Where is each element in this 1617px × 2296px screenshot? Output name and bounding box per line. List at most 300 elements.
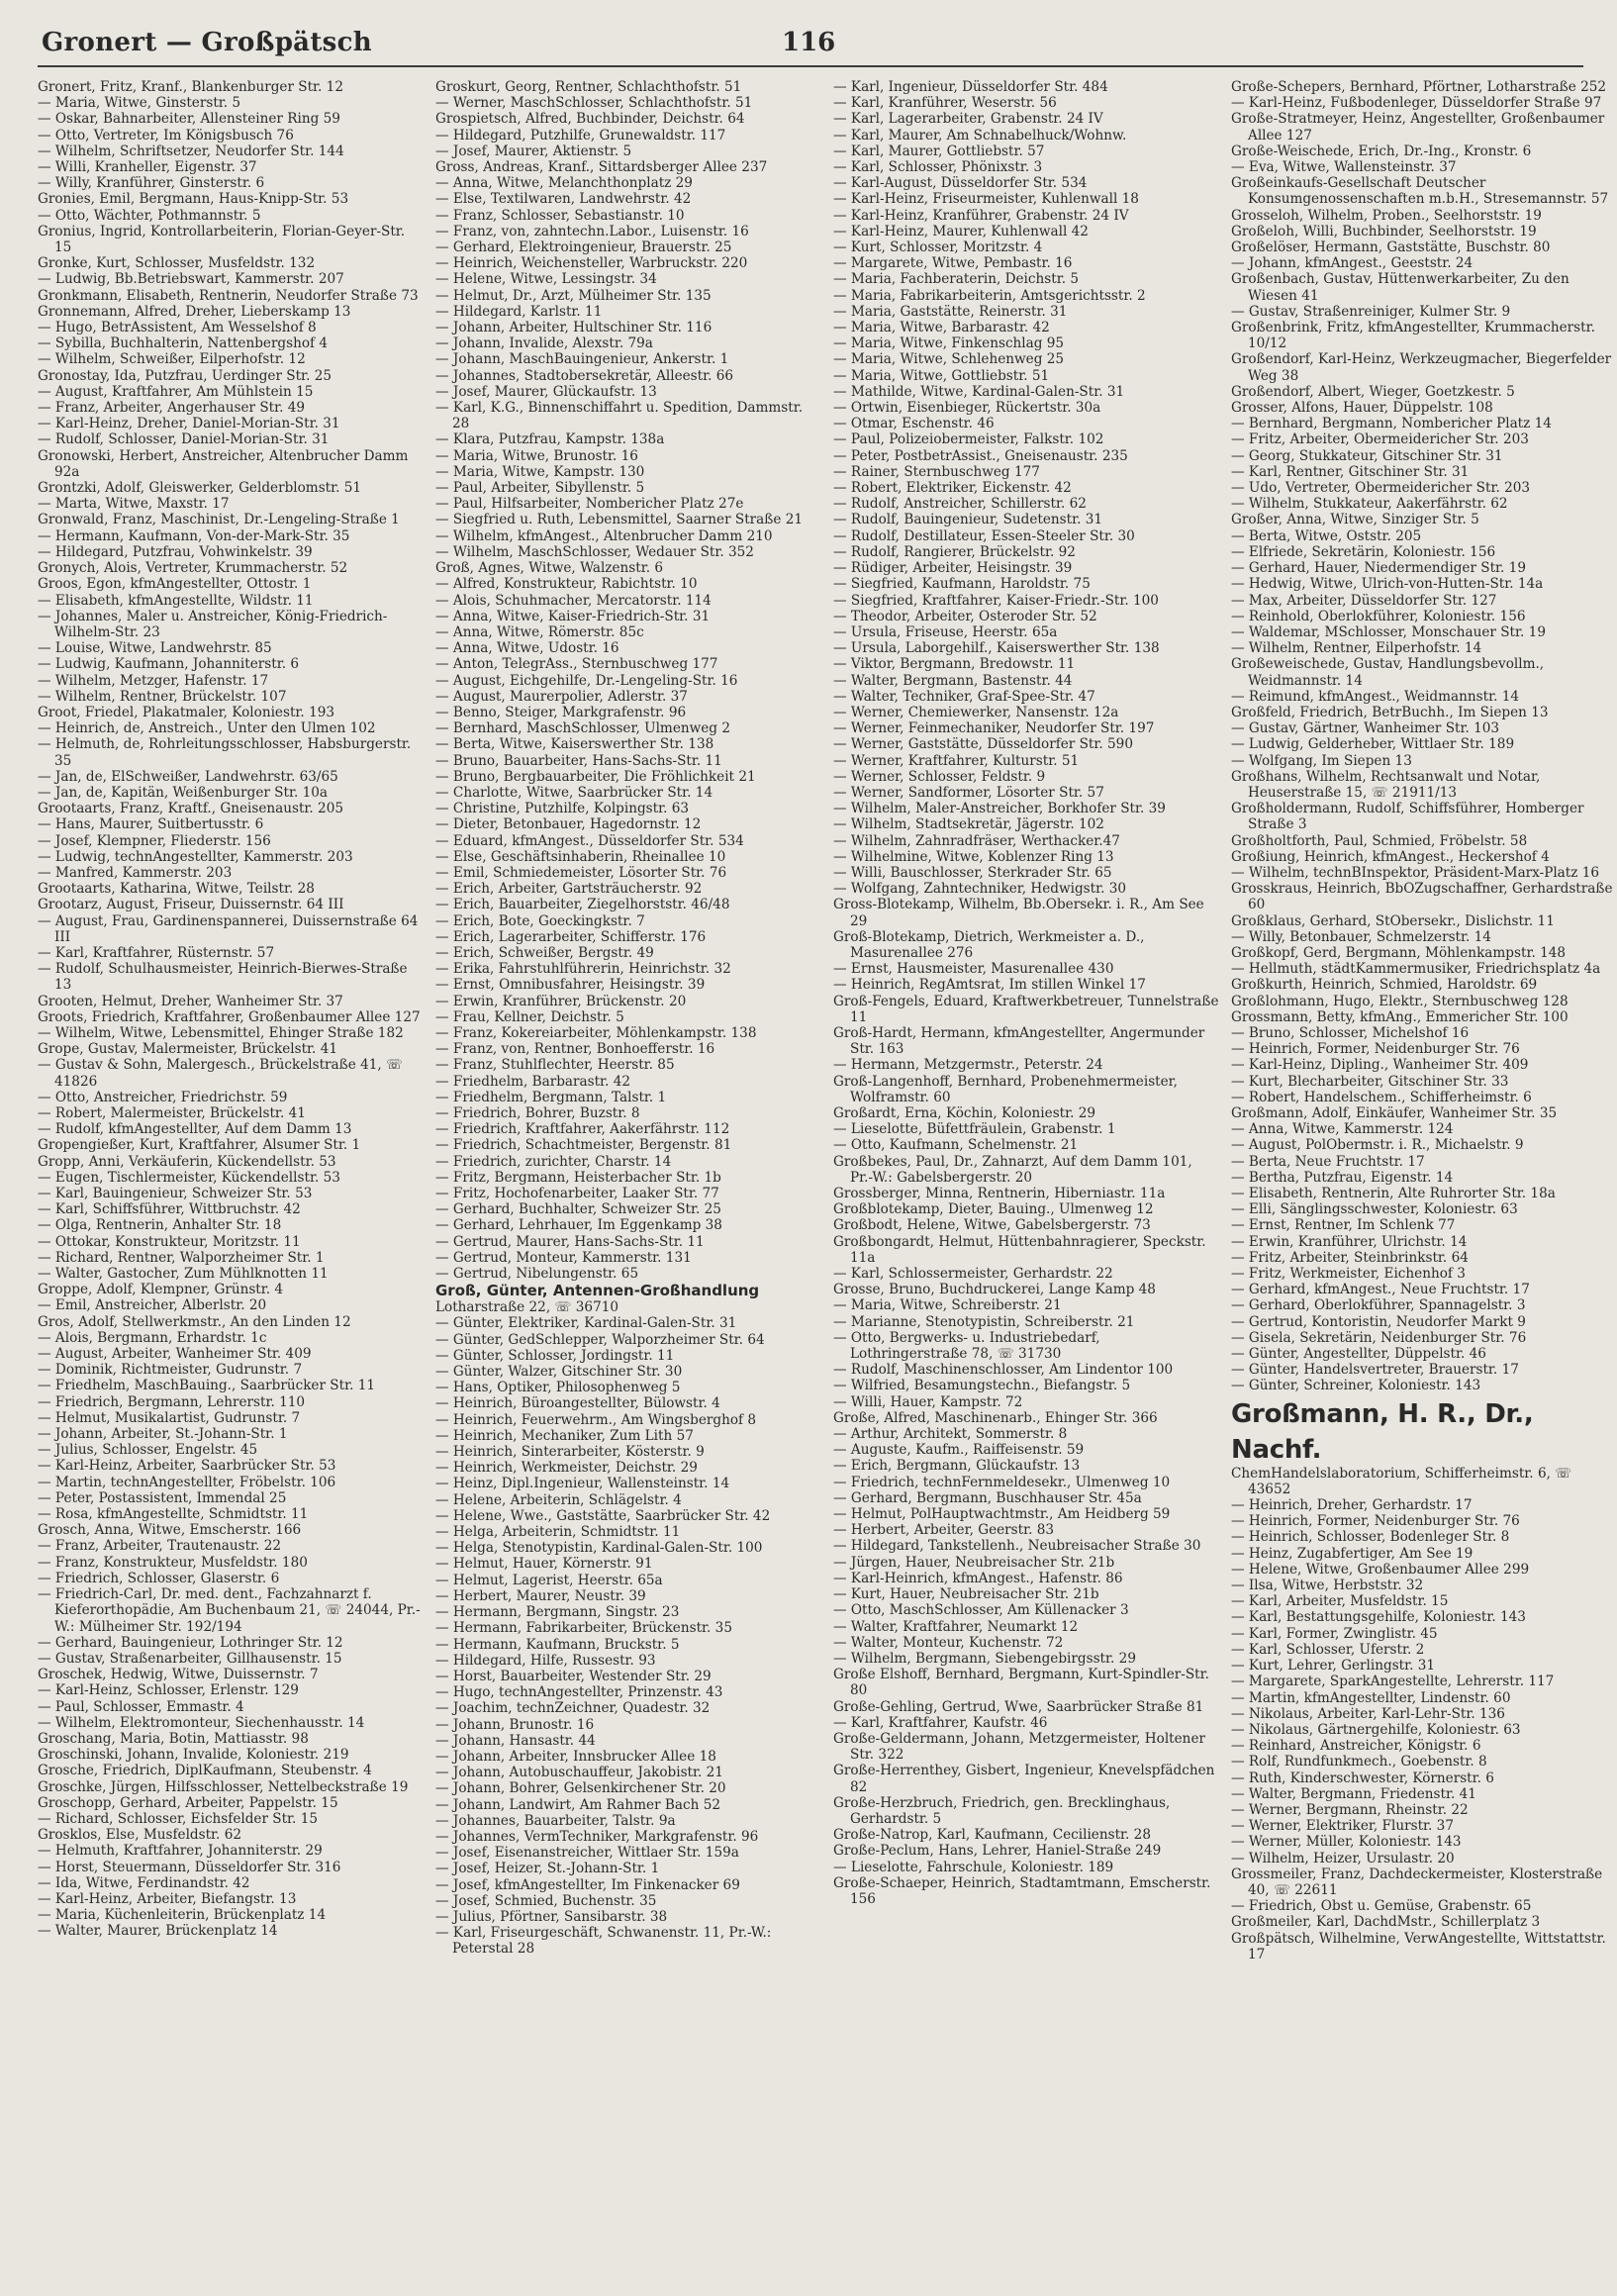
directory-entry: — Bruno, Bauarbeiter, Hans-Sachs-Str. 11 (435, 752, 722, 769)
directory-entry: — Paul, Hilfsarbeiter, Nombericher Platz 27e (435, 496, 744, 513)
directory-entry: — Ilsa, Witwe, Herbststr. 32 (1231, 1578, 1424, 1594)
directory-entry: — Helmut, Musikalartist, Gudrunstr. 7 (38, 1409, 301, 1426)
directory-entry: — Friedhelm, MaschBauing., Saarbrücker Str. 11 (38, 1378, 376, 1394)
directory-entry: — Helmut, Hauer, Körnerstr. 91 (435, 1556, 653, 1573)
directory-entry: — Margarete, Witwe, Pembastr. 16 (833, 255, 1073, 272)
directory-entry: — Heinz, Dipl.Ingenieur, Wallensteinstr. 14 (435, 1476, 730, 1492)
directory-entry: — Werner, Schlosser, Feldstr. 9 (833, 768, 1046, 785)
directory-entry: — Johann, Landwirt, Am Rahmer Bach 52 (435, 1796, 721, 1813)
directory-entry: Groß-Fengels, Eduard, Kraftwerkbetreuer, Tunnelstraße 11 (833, 993, 1219, 1025)
directory-entry: Groß-Blotekamp, Dietrich, Werkmeister a. D., Masurenallee 276 (833, 928, 1145, 961)
directory-entry: Großbongardt, Helmut, Hüttenbahnragierer, Speckstr. 11a (833, 1233, 1206, 1266)
directory-entry: — Lieselotte, Fahrschule, Koloniestr. 189 (833, 1859, 1114, 1875)
directory-entry: Große-Peclum, Hans, Lehrer, Haniel-Straße 249 (833, 1843, 1162, 1860)
directory-entry: Gronych, Alois, Vertreter, Krummacherstr. 52 (38, 560, 348, 577)
directory-entry: — Heinrich, Schlosser, Bodenleger Str. 8 (1231, 1529, 1510, 1546)
directory-entry: — Hildegard, Putzhilfe, Grunewaldstr. 117 (435, 127, 726, 144)
directory-entry: — Johann, Hansastr. 44 (435, 1732, 596, 1749)
directory-entry: — Berta, Neue Fruchtstr. 17 (1231, 1153, 1425, 1170)
directory-entry: — Sybilla, Buchhalterin, Nattenbergshof 4 (38, 335, 329, 352)
directory-entry: — Franz, Stuhlflechter, Heerstr. 85 (435, 1057, 675, 1074)
directory-entry: — Peter, Postassistent, Immendal 25 (38, 1489, 287, 1506)
directory-entry: — Johann, Brunostr. 16 (435, 1716, 595, 1733)
directory-entry: Grootaarts, Franz, Kraftf., Gneisenaustr. 205 (38, 801, 344, 817)
directory-entry: — Anton, TelegrAss., Sternbuschweg 177 (435, 656, 718, 673)
page-number: 116 (782, 28, 836, 57)
directory-entry: — Wilhelm, Maler-Anstreicher, Borkhofer Str. 39 (833, 801, 1166, 817)
directory-entry: — Gertrud, Maurer, Hans-Sachs-Str. 11 (435, 1233, 705, 1250)
directory-entry: — Gerhard, Bergmann, Buschhauser Str. 45a (833, 1489, 1142, 1506)
directory-entry: — Karl, K.G., Binnenschiffahrt u. Spedition, Dammstr. 28 (435, 400, 804, 432)
column-3 (833, 79, 1219, 1962)
directory-entry: — Else, Textilwaren, Landwehrstr. 42 (435, 191, 692, 208)
directory-entry: Gronostay, Ida, Putzfrau, Uerdinger Str. 25 (38, 367, 333, 384)
directory-entry: — Wilhelm, Bergmann, Siebengebirgsstr. 29 (833, 1650, 1136, 1667)
directory-entry: — Wilfried, Besamungstechn., Biefangstr. 5 (833, 1378, 1131, 1394)
directory-entry: — Robert, Elektriker, Eickenstr. 42 (833, 480, 1072, 497)
directory-entry: — Wilhelm, Metzger, Hafenstr. 17 (38, 672, 269, 689)
directory-entry: — Heinrich, Dreher, Gerhardstr. 17 (1231, 1497, 1473, 1514)
directory-entry: — Jan, de, Kapitän, Weißenburger Str. 10a (38, 784, 329, 801)
directory-entry: — Friedhelm, Barbarastr. 42 (435, 1073, 631, 1090)
directory-entry: — August, PolObermstr. i. R., Michaelstr. 9 (1231, 1137, 1524, 1154)
directory-entry: — Helene, Witwe, Großenbaumer Allee 299 (1231, 1561, 1530, 1578)
directory-entry: — Paul, Polizeiobermeister, Falkstr. 102 (833, 431, 1104, 448)
directory-entry: Großkurth, Heinrich, Schmied, Haroldstr. 69 (1231, 977, 1538, 994)
directory-entry: — Viktor, Bergmann, Bredowstr. 11 (833, 656, 1076, 673)
directory-entry: — Hildegard, Karlstr. 11 (435, 303, 603, 320)
directory-entry: — Helmuth, Kraftfahrer, Johanniterstr. 29 (38, 1843, 323, 1860)
directory-entry: — Siegfried, Kraftfahrer, Kaiser-Friedr.-Str. 100 (833, 592, 1159, 609)
directory-entry: — Rudolf, Schulhausmeister, Heinrich-Bierwes-Straße 13 (38, 961, 408, 994)
directory-entry: Großholdermann, Rudolf, Schiffsführer, Homberger Straße 3 (1231, 801, 1584, 833)
directory-entry: Groschke, Jürgen, Hilfsschlosser, Nettelbeckstraße 19 (38, 1778, 409, 1795)
directory-entry: Grooten, Helmut, Dreher, Wanheimer Str. 37 (38, 993, 343, 1009)
directory-entry: — Hans, Maurer, Suitbertusstr. 6 (38, 816, 264, 833)
directory-entry: Große-Natrop, Karl, Kaufmann, Cecilienstr. 28 (833, 1827, 1151, 1844)
directory-entry: — Friedrich, Schachtmeister, Bergenstr. 81 (435, 1137, 732, 1154)
directory-entry: Große Elshoff, Bernhard, Bergmann, Kurt-Spindler-Str. 80 (833, 1667, 1209, 1699)
directory-entry: — Werner, MaschSchlosser, Schlachthofstr. 51 (435, 95, 753, 112)
directory-entry: — Rudolf, Anstreicher, Schillerstr. 62 (833, 496, 1087, 513)
directory-entry: Großeinkaufs-Gesellschaft Deutscher Konsumgenossenschaften m.b.H., Stresemannstr. 57 (1231, 175, 1609, 208)
directory-entry: — Willi, Hauer, Kampstr. 72 (833, 1393, 1023, 1410)
directory-entry: Groschek, Hedwig, Witwe, Duissernstr. 7 (38, 1667, 319, 1683)
directory-entry: Großardt, Erna, Köchin, Koloniestr. 29 (833, 1105, 1096, 1121)
page-header (38, 26, 1583, 67)
directory-entry: — Walter, Monteur, Kuchenstr. 72 (833, 1634, 1064, 1651)
directory-entry: — Wolfgang, Zahntechniker, Hedwigstr. 30 (833, 881, 1127, 898)
directory-entry: — Hermann, Fabrikarbeiter, Brückenstr. 35 (435, 1620, 732, 1637)
directory-entry: — Karl-Heinz, Arbeiter, Biefangstr. 13 (38, 1890, 297, 1907)
directory-entry: Großeloh, Willi, Buchbinder, Seelhorststr. 19 (1231, 223, 1537, 239)
directory-entry: — Nikolaus, Arbeiter, Karl-Lehr-Str. 136 (1231, 1705, 1505, 1722)
directory-entry: — Johannes, Stadtobersekretär, Alleestr. 66 (435, 367, 734, 384)
directory-entry: — Wilhelm, MaschSchlosser, Wedauer Str. 352 (435, 543, 754, 560)
directory-entry: — Walter, Gastocher, Zum Mühlknotten 11 (38, 1266, 329, 1283)
directory-entry: — Rudolf, Schlosser, Daniel-Morian-Str. 31 (38, 431, 330, 448)
directory-entry: — Johann, Arbeiter, Innsbrucker Allee 18 (435, 1748, 716, 1765)
directory-entry: — Günter, Schreiner, Koloniestr. 143 (1231, 1378, 1481, 1394)
directory-entry: — Werner, Chemiewerker, Nansenstr. 12a (833, 704, 1119, 720)
column-2 (435, 79, 821, 1962)
directory-entry: — Walter, Bergmann, Bastenstr. 44 (833, 672, 1073, 689)
directory-entry: — Werner, Kraftfahrer, Kulturstr. 51 (833, 752, 1080, 769)
directory-entry: — Reinhold, Oberlokführer, Koloniestr. 156 (1231, 608, 1526, 624)
directory-entry: — Heinz, Zugabfertiger, Am See 19 (1231, 1545, 1474, 1562)
directory-entry: — Hildegard, Putzfrau, Vohwinkelstr. 39 (38, 543, 313, 560)
directory-entry: — Louise, Witwe, Landwehrstr. 85 (38, 640, 272, 657)
directory-entry: — Wilhelm, Schweißer, Eilperhofstr. 12 (38, 351, 306, 368)
directory-entry: — Karl-Heinz, Dreher, Daniel-Morian-Str. 31 (38, 416, 340, 432)
directory-entry: — Hedwig, Witwe, Ulrich-von-Hutten-Str. 14a (1231, 576, 1544, 593)
directory-entry: — Oskar, Bahnarbeiter, Allensteiner Ring 59 (38, 111, 340, 128)
directory-entry: — Erich, Arbeiter, Gartsträucherstr. 92 (435, 881, 703, 898)
directory-entry: — Ida, Witwe, Ferdinandstr. 42 (38, 1874, 250, 1891)
directory-entry: — Ernst, Hausmeister, Masurenallee 430 (833, 961, 1114, 978)
directory-entry: Gronowski, Herbert, Anstreicher, Altenbrucher Damm 92a (38, 447, 409, 480)
directory-entry: — Wilhelm, Rentner, Brückelstr. 107 (38, 688, 287, 705)
directory-entry: Großiung, Heinrich, kfmAngest., Heckershof 4 (1231, 848, 1550, 865)
directory-entry: — Elli, Sänglingsschwester, Koloniestr. 63 (1231, 1201, 1518, 1218)
directory-entry: Groppe, Adolf, Klempner, Grünstr. 4 (38, 1282, 284, 1298)
directory-entry: — Ludwig, Bb.Betriebswart, Kammerstr. 207 (38, 271, 344, 288)
directory-entry: — Otto, MaschSchlosser, Am Küllenacker 3 (833, 1602, 1129, 1619)
directory-entry: Lotharstraße 22, ☏ 36710 (435, 1299, 619, 1316)
directory-entry: — Karl-Heinz, Schlosser, Erlenstr. 129 (38, 1682, 299, 1699)
directory-entry: — Herbert, Maurer, Neustr. 39 (435, 1587, 646, 1604)
directory-entry: — Karl-Heinz, Dipling., Wanheimer Str. 409 (1231, 1057, 1529, 1074)
directory-entry: — Emil, Schmiedemeister, Lösorter Str. 76 (435, 864, 727, 881)
directory-entry: — Hans, Optiker, Philosophenweg 5 (435, 1380, 681, 1396)
directory-entry: — Gerhard, Bauingenieur, Lothringer Str. 12 (38, 1634, 343, 1651)
directory-entry: — Max, Arbeiter, Düsseldorfer Str. 127 (1231, 592, 1497, 609)
directory-entry: — Karl, Schiffsführer, Wittbruchstr. 42 (38, 1201, 301, 1218)
directory-entry: — Karl, Maurer, Am Schnabelhuck/Wohnw. (833, 127, 1127, 144)
directory-entry: Gronius, Ingrid, Kontrollarbeiterin, Florian-Geyer-Str. 15 (38, 223, 406, 256)
directory-entry: — Erich, Lagerarbeiter, Schifferstr. 176 (435, 928, 707, 945)
directory-entry: — Rosa, kfmAngestellte, Schmidtstr. 11 (38, 1506, 309, 1523)
directory-entry: — Marta, Witwe, Maxstr. 17 (38, 496, 230, 513)
directory-entry: — Werner, Bergmann, Rheinstr. 22 (1231, 1801, 1469, 1818)
directory-entry: — Bertha, Putzfrau, Eigenstr. 14 (1231, 1169, 1454, 1186)
directory-entry: — Maria, Witwe, Gottliebstr. 51 (833, 367, 1050, 384)
firm-advert-heading: Nachf. (1231, 1434, 1322, 1465)
directory-entry: — Karl, Bestattungsgehilfe, Koloniestr. 143 (1231, 1609, 1526, 1626)
directory-entry: — Gerhard, Oberlokführer, Spannagelstr. 3 (1231, 1297, 1526, 1314)
directory-entry: — Otto, Vertreter, Im Königsbusch 76 (38, 127, 294, 144)
directory-entry: — Eugen, Tischlermeister, Kückendellstr. 53 (38, 1169, 340, 1186)
directory-entry: — Theodor, Arbeiter, Osteroder Str. 52 (833, 608, 1097, 624)
directory-entry: Grosche, Friedrich, DiplKaufmann, Steubenstr. 4 (38, 1763, 372, 1779)
directory-entry: — Auguste, Kaufm., Raiffeisenstr. 59 (833, 1442, 1085, 1459)
directory-entry: ChemHandelslaboratorium, Schifferheimstr. 6, ☏ 43652 (1231, 1465, 1572, 1497)
directory-entry: — Willi, Bauschlosser, Sterkrader Str. 65 (833, 864, 1112, 881)
directory-entry: Groschopp, Gerhard, Arbeiter, Pappelstr. 15 (38, 1794, 338, 1811)
directory-entry: — Wilhelm, Witwe, Lebensmittel, Ehinger Straße 182 (38, 1024, 404, 1041)
directory-entry: — Werner, Müller, Koloniestr. 143 (1231, 1834, 1462, 1851)
directory-entry: — Gerhard, Lehrhauer, Im Eggenkamp 38 (435, 1217, 722, 1234)
directory-entry: — Karl, Schlossermeister, Gerhardstr. 22 (833, 1266, 1113, 1283)
directory-entry: Grosseloh, Wilhelm, Proben., Seelhorststr. 19 (1231, 207, 1542, 224)
directory-entry: — Helene, Witwe, Lessingstr. 34 (435, 271, 657, 288)
directory-entry: — Karl-Heinz, Arbeiter, Saarbrücker Str. 53 (38, 1458, 336, 1475)
directory-entry: Großmann, Adolf, Einkäufer, Wanheimer Str. 35 (1231, 1105, 1558, 1121)
directory-entry: — Helmuth, de, Rohrleitungsschlosser, Habsburgerstr. 35 (38, 736, 412, 769)
directory-entry: — Hellmuth, städtKammermusiker, Friedrichsplatz 4a (1231, 961, 1601, 978)
directory-entry: Großbodt, Helene, Witwe, Gabelsbergerstr. 73 (833, 1217, 1151, 1234)
directory-entry: — Else, Geschäftsinhaberin, Rheinallee 10 (435, 848, 726, 865)
directory-entry: Gronwald, Franz, Maschinist, Dr.-Lengeling-Straße 1 (38, 512, 400, 528)
directory-entry: — Maria, Küchenleiterin, Brückenplatz 14 (38, 1907, 327, 1924)
directory-entry: — Hermann, Kaufmann, Von-der-Mark-Str. 35 (38, 527, 350, 544)
directory-entry: — Bruno, Schlosser, Michelshof 16 (1231, 1024, 1470, 1041)
directory-entry: Groskurt, Georg, Rentner, Schlachthofstr. 51 (435, 79, 742, 95)
directory-entry: — Ludwig, Gelderheber, Wittlaer Str. 189 (1231, 736, 1515, 753)
directory-entry: — Gerhard, kfmAngest., Neue Fruchtstr. 17 (1231, 1282, 1530, 1298)
directory-entry: — Wilhelm, Schriftsetzer, Neudorfer Str. 144 (38, 143, 344, 159)
directory-entry: Grosklos, Else, Musfeldstr. 62 (38, 1827, 241, 1844)
firm-heading: Groß, Günter, Antennen-Großhandlung (435, 1282, 760, 1300)
directory-entry: — Helmut, PolHauptwachtmstr., Am Heidberg 59 (833, 1506, 1171, 1523)
directory-entry: — Paul, Arbeiter, Sibyllenstr. 5 (435, 480, 645, 497)
directory-entry: — Josef, kfmAngestellter, Im Finkenacker 69 (435, 1876, 740, 1893)
directory-entry: — Gisela, Sekretärin, Neidenburger Str. 76 (1231, 1329, 1527, 1346)
directory-entry: — Martin, kfmAngestellter, Lindenstr. 60 (1231, 1689, 1511, 1706)
directory-entry: — Eduard, kfmAngest., Düsseldorfer Str. 534 (435, 832, 744, 849)
directory-entry: Großenbrink, Fritz, kfmAngestellter, Krummacherstr. 10/12 (1231, 320, 1595, 352)
directory-entry: — Friedhelm, Bergmann, Talstr. 1 (435, 1089, 667, 1105)
directory-entry: — Julius, Schlosser, Engelstr. 45 (38, 1442, 258, 1459)
directory-entry: — Heinrich, Former, Neidenburger Str. 76 (1231, 1513, 1520, 1530)
directory-entry: — Anna, Witwe, Kaiser-Friedrich-Str. 31 (435, 608, 711, 624)
directory-entry: — Otto, Kaufmann, Schelmenstr. 21 (833, 1137, 1079, 1154)
directory-entry: Grootarz, August, Friseur, Duissernstr. 64 III (38, 897, 344, 913)
directory-entry: — Alfred, Konstrukteur, Rabichtstr. 10 (435, 576, 698, 593)
directory-entry: — Maria, Witwe, Schlehenweg 25 (833, 351, 1065, 368)
directory-entry: — Wilhelm, technBInspektor, Präsident-Marx-Platz 16 (1231, 864, 1600, 881)
directory-entry: Gronert, Fritz, Kranf., Blankenburger Str. 12 (38, 79, 343, 95)
directory-entry: — Erwin, Kranführer, Ulrichstr. 14 (1231, 1233, 1468, 1250)
directory-entry: Grosch, Anna, Witwe, Emscherstr. 166 (38, 1522, 302, 1539)
directory-entry: — Johann, Arbeiter, St.-Johann-Str. 1 (38, 1426, 288, 1443)
directory-entry: — Erika, Fahrstuhlführerin, Heinrichstr. 32 (435, 961, 731, 978)
directory-entry: — Marianne, Stenotypistin, Schreiberstr. 21 (833, 1313, 1135, 1330)
directory-entry: — Karl-Heinz, Friseurmeister, Kuhlenwall 18 (833, 191, 1139, 208)
directory-entry: — Karl, Kraftfahrer, Kaufstr. 46 (833, 1714, 1048, 1731)
directory-entry: — Franz, von, zahntechn.Labor., Luisenstr. 16 (435, 223, 749, 239)
directory-entry: — Maria, Witwe, Kampstr. 130 (435, 463, 645, 480)
directory-entry: — Robert, Malermeister, Brückelstr. 41 (38, 1105, 306, 1121)
directory-entry: — Otto, Bergwerks- u. Industriebedarf, Lothringerstraße 78, ☏ 31730 (833, 1329, 1100, 1363)
directory-entry: — Otmar, Eschenstr. 46 (833, 416, 995, 432)
directory-entry: — August, Eichgehilfe, Dr.-Lengeling-Str. 16 (435, 672, 738, 689)
directory-entry: — Maria, Fabrikarbeiterin, Amtsgerichtsstr. 2 (833, 287, 1146, 304)
directory-entry: — Horst, Steuermann, Düsseldorfer Str. 316 (38, 1859, 341, 1875)
directory-entry: — Anna, Witwe, Melanchthonplatz 29 (435, 175, 693, 192)
directory-entry: — Karl, Former, Zwinglistr. 45 (1231, 1625, 1438, 1642)
directory-entry: Großendorf, Albert, Wieger, Goetzkestr. 5 (1231, 383, 1515, 400)
directory-entry: — Josef, Schmied, Buchenstr. 35 (435, 1892, 657, 1909)
directory-entry: — Karl, Schlosser, Phönixstr. 3 (833, 159, 1043, 176)
directory-entry: — Friedrich, Bergmann, Lehrerstr. 110 (38, 1393, 306, 1410)
directory-entry: Groß-Langenhoff, Bernhard, Probenehmermeister, Wolframstr. 60 (833, 1073, 1179, 1105)
directory-entry: — Heinrich, Former, Neidenburger Str. 76 (1231, 1041, 1520, 1058)
directory-entry: — Friedrich, Kraftfahrer, Aakerfährstr. 112 (435, 1121, 730, 1138)
directory-entry: Großeweischede, Gustav, Handlungsbevollm., Weidmannstr. 14 (1231, 656, 1545, 689)
directory-entry: — Karl, Maurer, Gottliebstr. 57 (833, 143, 1045, 159)
directory-entry: — Walter, Maurer, Brückenplatz 14 (38, 1923, 278, 1940)
directory-entry: — Georg, Stukkateur, Gitschiner Str. 31 (1231, 447, 1503, 464)
directory-entry: Großpätsch, Wilhelmine, VerwAngestellte, Wittstattstr. 17 (1231, 1930, 1606, 1962)
directory-entry: — Frau, Kellner, Deichstr. 5 (435, 1008, 624, 1025)
directory-entry: — Julius, Pförtner, Sansibarstr. 38 (435, 1908, 668, 1925)
directory-entry: — Emil, Anstreicher, Alberlstr. 20 (38, 1297, 267, 1314)
directory-entry: — Maria, Witwe, Schreiberstr. 21 (833, 1297, 1062, 1314)
directory-entry: — Fritz, Arbeiter, Steinbrinkstr. 64 (1231, 1249, 1469, 1266)
directory-entry: — Josef, Eisenanstreicher, Wittlaer Str. 159a (435, 1845, 739, 1862)
directory-entry: — Benno, Steiger, Markgrafenstr. 96 (435, 704, 687, 720)
directory-entry: Grosse, Bruno, Buchdruckerei, Lange Kamp 48 (833, 1282, 1156, 1298)
directory-entry: Großfeld, Friedrich, BetrBuchh., Im Siepen 13 (1231, 704, 1549, 720)
directory-entry: — Anna, Witwe, Kammerstr. 124 (1231, 1121, 1454, 1138)
directory-entry: — Heinrich, RegAmtsrat, Im stillen Winkel 17 (833, 977, 1146, 994)
directory-entry: — Karl, Kranführer, Weserstr. 56 (833, 95, 1057, 112)
directory-entry: — Friedrich-Carl, Dr. med. dent., Fachzahnarzt f. Kieferorthopädie, Am Buchenbaum 21, ☏ 24044, Pr.-W.: Mülheimer Str. 192/194 (38, 1586, 421, 1635)
directory-entry: Grossmeiler, Franz, Dachdeckermeister, Klosterstraße 40, ☏ 22611 (1231, 1866, 1603, 1898)
directory-entry: Großblotekamp, Dieter, Bauing., Ulmenweg 12 (833, 1201, 1154, 1218)
directory-entry: — Dieter, Betonbauer, Hagedornstr. 12 (435, 816, 702, 833)
directory-entry: — Wilhelm, kfmAngest., Altenbrucher Damm 210 (435, 527, 773, 544)
directory-entry: — Gustav, Straßenarbeiter, Gillhausenstr. 15 (38, 1650, 342, 1667)
directory-entry: — Manfred, Kammerstr. 203 (38, 864, 233, 881)
directory-entry: — Gertrud, Nibelungenstr. 65 (435, 1266, 639, 1283)
directory-entry: — Josef, Klempner, Fliederstr. 156 (38, 832, 271, 849)
directory-entry: Großelöser, Hermann, Gaststätte, Buschstr. 80 (1231, 239, 1551, 256)
directory-entry: — Hermann, Metzgermstr., Peterstr. 24 (833, 1057, 1103, 1074)
directory-entry: — Johannes, VermTechniker, Markgrafenstr. 96 (435, 1828, 759, 1845)
directory-entry: — Ursula, Friseuse, Heerstr. 65a (833, 623, 1058, 640)
directory-entry: Große-Herzbruch, Friedrich, gen. Brecklinghaus, Gerhardstr. 5 (833, 1794, 1171, 1827)
directory-entry: — Siegfried, Kaufmann, Haroldstr. 75 (833, 576, 1091, 593)
directory-entry: — August, Kraftfahrer, Am Mühlstein 15 (38, 383, 314, 400)
directory-entry: — Werner, Elektriker, Flurstr. 37 (1231, 1818, 1454, 1835)
directory-entry: — Josef, Maurer, Aktienstr. 5 (435, 143, 632, 159)
directory-entry: — Wilhelm, Rentner, Eilperhofstr. 14 (1231, 640, 1482, 657)
directory-entry: — Elisabeth, Rentnerin, Alte Ruhrorter Str. 18a (1231, 1186, 1556, 1202)
directory-entry: Grossmann, Betty, kfmAng., Emmericher Str. 100 (1231, 1008, 1569, 1025)
directory-entry: — Günter, Schlosser, Jordingstr. 11 (435, 1347, 675, 1364)
directory-entry: — Wilhelm, Elektromonteur, Siechenhausstr. 14 (38, 1714, 365, 1731)
column-4 (1231, 79, 1617, 1962)
directory-entry: — Ernst, Omnibusfahrer, Heisingstr. 39 (435, 977, 706, 994)
directory-entry: — Bernhard, Bergmann, Nombericher Platz 14 (1231, 416, 1552, 432)
directory-entry: Großhans, Wilhelm, Rechtsanwalt und Notar, Heuserstraße 15, ☏ 21911/13 (1231, 768, 1541, 801)
directory-entry: — Karl, Arbeiter, Musfeldstr. 15 (1231, 1593, 1449, 1610)
directory-entry: Gronnemann, Alfred, Dreher, Lieberskamp 13 (38, 303, 351, 320)
directory-entry: — Rüdiger, Arbeiter, Heisingstr. 39 (833, 560, 1073, 577)
directory-entry: — Walter, Bergmann, Friedenstr. 41 (1231, 1785, 1476, 1802)
directory-entry: — Jan, de, ElSchweißer, Landwehrstr. 63/65 (38, 768, 338, 785)
directory-entry: Gronke, Kurt, Schlosser, Musfeldstr. 132 (38, 255, 316, 272)
directory-entry: — Anna, Witwe, Udostr. 16 (435, 640, 619, 657)
directory-entry: — Jürgen, Hauer, Neubreisacher Str. 21b (833, 1554, 1115, 1571)
directory-entry: — Berta, Witwe, Oststr. 205 (1231, 527, 1422, 544)
directory-entry: — Paul, Schlosser, Emmastr. 4 (38, 1698, 244, 1715)
directory-entry: — Ernst, Rentner, Im Schlenk 77 (1231, 1217, 1456, 1234)
directory-entry: — Johann, Arbeiter, Hultschiner Str. 116 (435, 320, 713, 336)
directory-entry: Groschinski, Johann, Invalide, Koloniestr. 219 (38, 1747, 349, 1764)
directory-entry: — Horst, Bauarbeiter, Westender Str. 29 (435, 1668, 712, 1684)
directory-entry: Großkopf, Gerd, Bergmann, Möhlenkampstr. 148 (1231, 944, 1567, 961)
directory-entry: — Heinrich, Feuerwehrm., Am Wingsberghof 8 (435, 1411, 757, 1428)
directory-entry: Groot, Friedel, Plakatmaler, Koloniestr. 193 (38, 704, 335, 720)
directory-entry: — Rudolf, kfmAngestellter, Auf dem Damm 13 (38, 1121, 352, 1138)
directory-entry: — Werner, Gaststätte, Düsseldorfer Str. 590 (833, 736, 1133, 753)
directory-entry: — Alois, Schuhmacher, Mercatorstr. 114 (435, 592, 712, 609)
directory-entry: — Karl-Heinrich, kfmAngest., Hafenstr. 86 (833, 1570, 1123, 1586)
directory-entry: — Heinrich, Sinterarbeiter, Kösterstr. 9 (435, 1444, 705, 1461)
directory-entry: — Fritz, Bergmann, Heisterbacher Str. 1b (435, 1169, 721, 1186)
directory-entry: — Werner, Feinmechaniker, Neudorfer Str. 197 (833, 720, 1155, 737)
directory-entry: Großmeiler, Karl, DachdMstr., Schillerplatz 3 (1231, 1914, 1541, 1931)
directory-entry: — Franz, Arbeiter, Angerhauser Str. 49 (38, 400, 306, 417)
directory-entry: — Ludwig, technAngestellter, Kammerstr. 203 (38, 848, 353, 865)
directory-entry: — Rudolf, Destillateur, Essen-Steeler Str. 30 (833, 527, 1135, 544)
directory-entry: — Franz, von, Rentner, Bonhoefferstr. 16 (435, 1041, 715, 1058)
directory-entry: — Ruth, Kinderschwester, Körnerstr. 6 (1231, 1770, 1494, 1786)
directory-entry: Großendorf, Karl-Heinz, Werkzeugmacher, Biegerfelder Weg 38 (1231, 351, 1612, 384)
directory-entry: — Kurt, Blecharbeiter, Gitschiner Str. 33 (1231, 1073, 1509, 1090)
directory-entry: Grosskraus, Heinrich, BbOZugschaffner, Gerhardstraße 60 (1231, 881, 1613, 913)
directory-entry: — Walter, Kraftfahrer, Neumarkt 12 (833, 1618, 1079, 1635)
directory-entry: — Karl, Kraftfahrer, Rüsternstr. 57 (38, 944, 275, 961)
directory-entry: Große-Weischede, Erich, Dr.-Ing., Kronstr. 6 (1231, 143, 1532, 159)
directory-entry: Große-Stratmeyer, Heinz, Angestellter, Großenbaumer Allee 127 (1231, 111, 1605, 144)
directory-entry: — Helmut, Lagerist, Heerstr. 65a (435, 1572, 663, 1588)
directory-entry: — Dominik, Richtmeister, Gudrunstr. 7 (38, 1362, 303, 1379)
directory-entry: — Josef, Maurer, Glückaufstr. 13 (435, 383, 657, 400)
directory-entry: — Willy, Kranführer, Ginsterstr. 6 (38, 175, 265, 192)
directory-entry: — Friedrich, Obst u. Gemüse, Grabenstr. 65 (1231, 1898, 1532, 1915)
directory-entry: — Berta, Witwe, Kaiserswerther Str. 138 (435, 736, 714, 753)
directory-entry: — Karl-August, Düsseldorfer Str. 534 (833, 175, 1088, 192)
directory-entry: — Franz, Arbeiter, Trautenaustr. 22 (38, 1538, 282, 1555)
directory-entry: Große-Herrenthey, Gisbert, Ingenieur, Knevelspfädchen 82 (833, 1763, 1215, 1795)
directory-entry: — Johann, MaschBauingenieur, Ankerstr. 1 (435, 351, 729, 368)
directory-entry: — Bernhard, MaschSchlosser, Ulmenweg 2 (435, 720, 730, 737)
directory-entry: Großlohmann, Hugo, Elektr., Sternbuschweg 128 (1231, 993, 1569, 1009)
directory-entry: — Hermann, Bergmann, Singstr. 23 (435, 1604, 680, 1621)
directory-entry: — Fritz, Werkmeister, Eichenhof 3 (1231, 1266, 1466, 1283)
directory-entry: — Ursula, Laborgehilf., Kaiserswerther Str. 138 (833, 640, 1160, 657)
directory-entry: — Gerhard, Hauer, Niedermendiger Str. 19 (1231, 560, 1526, 577)
directory-entry: — Günter, GedSchlepper, Walporzheimer Str. 64 (435, 1331, 765, 1348)
directory-entry: — Peter, PostbetrAssist., Gneisenaustr. 235 (833, 447, 1128, 464)
directory-entry: — Karl-Heinz, Fußbodenleger, Düsseldorfer Straße 97 (1231, 95, 1602, 112)
directory-entry: — Rudolf, Bauingenieur, Sudetenstr. 31 (833, 512, 1103, 528)
directory-entry: — Wilhelm, Stadtsekretär, Jägerstr. 102 (833, 816, 1104, 833)
directory-entry: — Friedrich, Bohrer, Buzstr. 8 (435, 1105, 640, 1121)
directory-entry: — Fritz, Hochofenarbeiter, Laaker Str. 77 (435, 1186, 719, 1202)
directory-entry: — Franz, Schlosser, Sebastianstr. 10 (435, 207, 685, 224)
directory-entry: — Karl, Lagerarbeiter, Grabenstr. 24 IV (833, 111, 1103, 128)
directory-entry: — Karl, Ingenieur, Düsseldorfer Str. 484 (833, 79, 1108, 95)
directory-entry: — Eva, Witwe, Wallensteinstr. 37 (1231, 159, 1457, 176)
directory-entry: — Ortwin, Eisenbieger, Rückertstr. 30a (833, 400, 1101, 417)
directory-entry: — Hermann, Kaufmann, Bruckstr. 5 (435, 1636, 680, 1653)
directory-entry: Groos, Egon, kfmAngestellter, Ottostr. 1 (38, 576, 312, 593)
